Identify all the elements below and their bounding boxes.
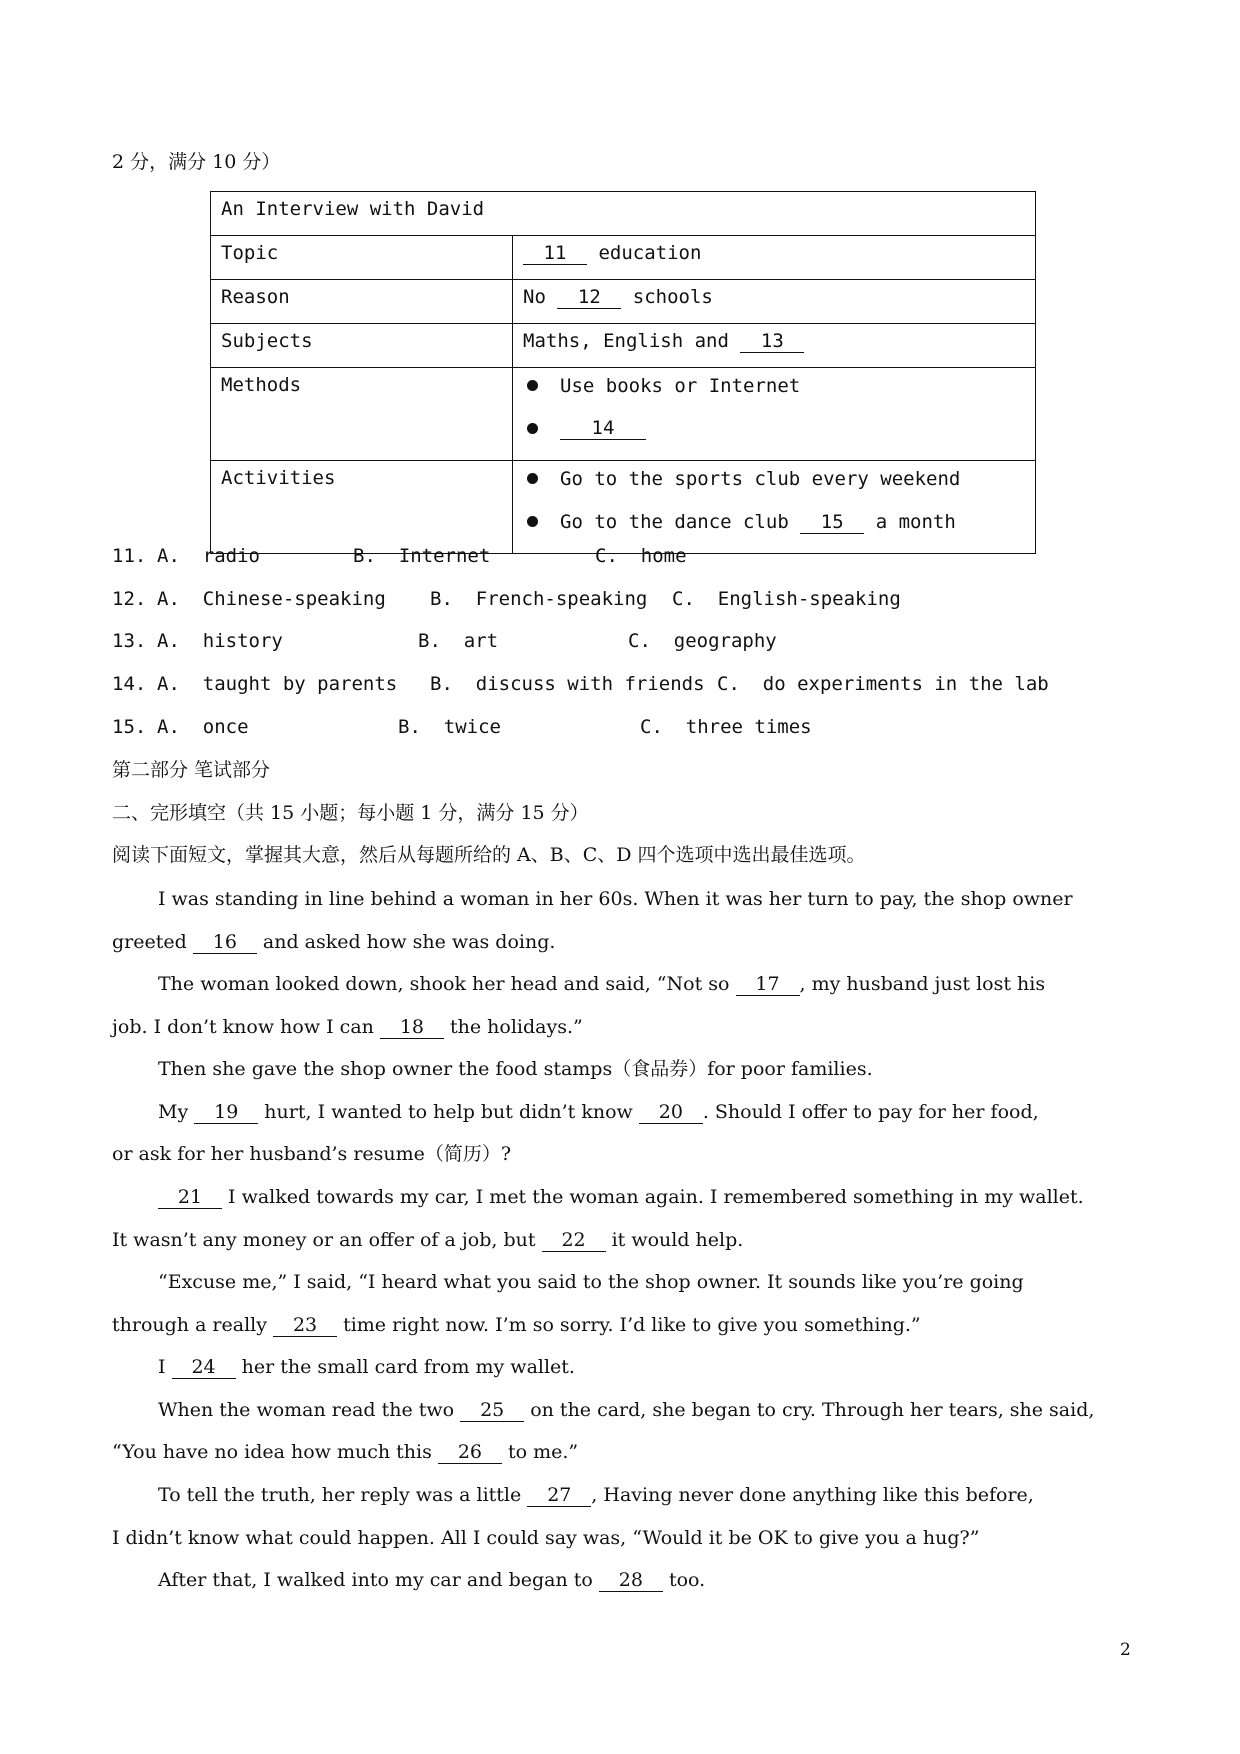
row-label-methods: Methods <box>211 368 513 461</box>
passage-line-8 <box>158 1185 1084 1209</box>
header-text: 2 分，满分 10 分） <box>112 151 281 173</box>
text: hurt, I wanted to help but didn’t know <box>264 1101 633 1123</box>
reason-text-after: schools <box>632 286 713 308</box>
option-c[interactable]: C. home <box>595 545 687 567</box>
passage-line-13 <box>158 1398 1094 1422</box>
passage-line-6 <box>158 1100 1039 1124</box>
blank-16: 16 <box>193 931 257 954</box>
question-number: 12. <box>112 588 147 610</box>
text: to me.” <box>507 1441 579 1463</box>
row-value-topic <box>513 236 1036 280</box>
blank-11: 11 <box>523 242 587 265</box>
blank-28: 28 <box>599 1569 663 1592</box>
passage-line-15 <box>158 1483 1034 1507</box>
text: The woman looked down, shook her head and said, “Not so <box>158 973 730 995</box>
option-b[interactable]: B. Internet <box>353 545 491 567</box>
passage-line-5: Then she gave the shop owner the food stamps（食品券）for poor families. <box>158 1058 873 1080</box>
text: When the woman read the two <box>158 1399 455 1421</box>
topic-text: education <box>598 242 702 264</box>
option-c[interactable]: C. do experiments in the lab <box>717 673 1049 695</box>
blank-23: 23 <box>273 1314 337 1337</box>
blank-21: 21 <box>158 1186 222 1209</box>
text: , my husband just lost his <box>799 973 1046 995</box>
section-title: 二、完形填空（共 15 小题；每小题 1 分，满分 15 分） <box>112 802 589 824</box>
methods-bullet-1: Use books or Internet <box>560 375 801 397</box>
activities-bullet-2-before: Go to the dance club <box>560 511 789 533</box>
passage-line-3 <box>158 972 1045 996</box>
activities-bullet-2-after: a month <box>875 511 956 533</box>
bullet-icon <box>527 473 538 484</box>
blank-20: 20 <box>639 1101 703 1124</box>
blank-14: 14 <box>560 417 646 440</box>
row-label-reason: Reason <box>211 280 513 324</box>
subjects-text: Maths, English and <box>523 330 729 352</box>
passage-line-14 <box>112 1440 578 1464</box>
question-number: 11. <box>112 545 147 567</box>
text: and asked how she was doing. <box>262 931 556 953</box>
passage-line-17 <box>158 1568 705 1592</box>
page-number: 2 <box>1120 1640 1131 1660</box>
question-number: 15. <box>112 716 147 738</box>
blank-24: 24 <box>172 1356 236 1379</box>
blank-17: 17 <box>736 973 800 996</box>
option-b[interactable]: B. discuss with friends <box>430 673 705 695</box>
blank-13: 13 <box>740 330 804 353</box>
option-a[interactable]: A. once <box>157 716 249 738</box>
bullet-icon <box>527 380 538 391</box>
passage-line-7: or ask for her husband’s resume（简历）? <box>112 1143 512 1165</box>
blank-19: 19 <box>194 1101 258 1124</box>
passage-line-1: I was standing in line behind a woman in her 60s. When it was her turn to pay, the shop owner <box>158 888 1073 910</box>
interview-table <box>210 191 1036 554</box>
part-two-title: 第二部分 笔试部分 <box>112 759 271 781</box>
passage-line-9 <box>112 1228 743 1252</box>
text: her the small card from my wallet. <box>241 1356 575 1378</box>
row-label-topic: Topic <box>211 236 513 280</box>
reason-text-before: No <box>523 286 546 308</box>
blank-18: 18 <box>380 1016 444 1039</box>
text: the holidays.” <box>449 1016 583 1038</box>
text: on the card, she began to cry. Through her tears, she said, <box>530 1399 1095 1421</box>
blank-25: 25 <box>460 1399 524 1422</box>
text: I <box>158 1356 166 1378</box>
text: greeted <box>112 931 187 953</box>
row-label-activities: Activities <box>211 461 513 554</box>
passage-line-11 <box>112 1313 921 1337</box>
row-value-subjects <box>513 324 1036 368</box>
option-b[interactable]: B. art <box>418 630 499 652</box>
blank-26: 26 <box>438 1441 502 1464</box>
instruction-text: 阅读下面短文，掌握其大意，然后从每题所给的 A、B、C、D 四个选项中选出最佳选项。 <box>112 844 866 866</box>
text: “You have no idea how much this <box>112 1441 432 1463</box>
text: I walked towards my car, I met the woman again. I remembered something in my wallet. <box>228 1186 1084 1208</box>
bullet-icon <box>527 423 538 434</box>
row-value-reason <box>513 280 1036 324</box>
table-title: An Interview with David <box>211 192 1036 236</box>
text: time right now. I’m so sorry. I’d like to give you something.” <box>343 1314 921 1336</box>
passage-line-16: I didn’t know what could happen. All I could say was, “Would it be OK to give you a hug?” <box>112 1527 980 1549</box>
text: it would help. <box>611 1229 744 1251</box>
option-b[interactable]: B. French-speaking <box>430 588 648 610</box>
row-value-methods <box>513 368 1036 461</box>
text: After that, I walked into my car and began to <box>158 1569 593 1591</box>
blank-12: 12 <box>557 286 621 309</box>
text: , Having never done anything like this before, <box>591 1484 1034 1506</box>
question-number: 14. <box>112 673 147 695</box>
option-c[interactable]: C. geography <box>628 630 777 652</box>
text: To tell the truth, her reply was a little <box>158 1484 522 1506</box>
activities-bullet-1: Go to the sports club every weekend <box>560 468 961 490</box>
text: It wasn’t any money or an offer of a job, but <box>112 1229 536 1251</box>
option-a[interactable]: A. taught by parents <box>157 673 398 695</box>
text: . Should I offer to pay for her food, <box>702 1101 1039 1123</box>
option-c[interactable]: C. three times <box>640 716 812 738</box>
option-c[interactable]: C. English-speaking <box>672 588 901 610</box>
row-value-activities <box>513 461 1036 554</box>
text: through a really <box>112 1314 267 1336</box>
option-a[interactable]: A. radio <box>157 545 260 567</box>
text: My <box>158 1101 189 1123</box>
passage-line-2 <box>112 930 555 954</box>
blank-22: 22 <box>542 1229 606 1252</box>
option-b[interactable]: B. twice <box>398 716 501 738</box>
text: job. I don’t know how I can <box>112 1016 374 1038</box>
option-a[interactable]: A. Chinese-speaking <box>157 588 386 610</box>
option-a[interactable]: A. history <box>157 630 283 652</box>
passage-line-10: “Excuse me,” I said, “I heard what you said to the shop owner. It sounds like you’re going <box>158 1271 1024 1293</box>
blank-15: 15 <box>800 511 864 534</box>
bullet-icon <box>527 516 538 527</box>
passage-line-4 <box>112 1015 583 1039</box>
row-label-subjects: Subjects <box>211 324 513 368</box>
question-number: 13. <box>112 630 147 652</box>
blank-27: 27 <box>527 1484 591 1507</box>
text: too. <box>668 1569 706 1591</box>
passage-line-12 <box>158 1355 575 1379</box>
